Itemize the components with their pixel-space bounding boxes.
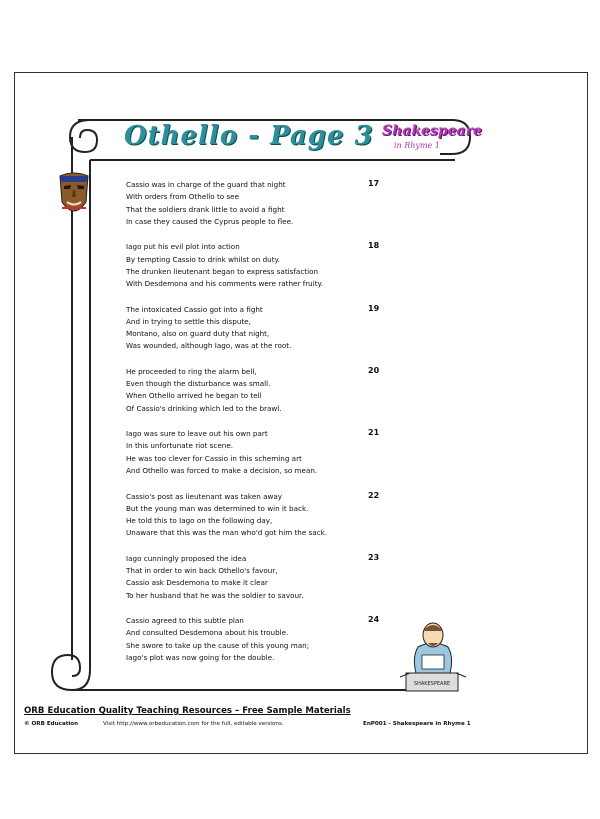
verse-line: The intoxicated Cassio got into a fight <box>126 304 263 314</box>
verse-line: Even though the disturbance was small. <box>126 379 271 389</box>
verse-line: And Othello was forced to make a decision, so mean. <box>126 466 318 476</box>
verse-block <box>126 491 327 540</box>
verse-line: By tempting Cassio to drink whilst on duty. <box>126 254 281 264</box>
verse-line: Cassio's post as lieutenant was taken away <box>126 491 283 501</box>
verse-line: He was too clever for Cassio in this scheming art <box>126 453 302 463</box>
verse-line: That in order to win back Othello's favour, <box>126 566 278 576</box>
verse-line: She swore to take up the cause of this young man; <box>126 640 310 650</box>
verse-block <box>126 553 304 602</box>
logo-main-text: Shakespeare <box>382 123 482 139</box>
verse-block <box>126 304 291 353</box>
footer-copyright: © ORB Education <box>24 721 79 727</box>
verse-block <box>126 179 293 228</box>
verse-line: Cassio ask Desdemona to make it clear <box>126 578 268 588</box>
page-title: Othello - Page 3 <box>124 121 374 151</box>
verse-line: Iago's plot was now going for the double. <box>126 652 275 662</box>
theatre-mask-icon <box>56 172 92 218</box>
verse-block <box>126 615 309 664</box>
verse-line: With Desdemona and his comments were rather fruity. <box>126 279 324 289</box>
verse-line: And consulted Desdemona about his trouble. <box>126 628 289 638</box>
verse-line: In this unfortunate riot scene. <box>126 441 234 451</box>
verse-number: 18 <box>368 241 380 251</box>
verse-block <box>126 241 323 290</box>
footer-title: ORB Education Quality Teaching Resources – Free Sample Materials <box>24 706 351 716</box>
verse-number: 24 <box>368 615 380 625</box>
verse-line: Unaware that this was the man who'd got him the sack. <box>126 528 328 538</box>
verse-line: To her husband that he was the soldier to savour. <box>126 590 304 600</box>
verse-line: Montano, also on guard duty that night, <box>126 329 270 339</box>
verse-line: But the young man was determined to win it back. <box>126 503 309 513</box>
footer-code: EnP001 - Shakespeare in Rhyme 1 <box>363 721 471 727</box>
bust-label: SHAKESPEARE <box>413 681 451 687</box>
verse-number: 23 <box>368 552 380 562</box>
verse-line: When Othello arrived he began to tell <box>126 391 262 401</box>
verse-line: And in trying to settle this dispute, <box>126 316 251 326</box>
footer-visit-text: Visit http://www.orbeducation.com for the full, editable versions. <box>103 721 284 727</box>
verse-block <box>126 428 317 477</box>
verse-line: That the soldiers drank little to avoid a fight <box>126 204 285 214</box>
verse-line: He proceeded to ring the alarm bell, <box>126 366 257 376</box>
verse-line: The drunken lieutenant began to express satisfaction <box>126 266 319 276</box>
verse-number: 22 <box>368 490 380 500</box>
verse-line: Iago cunningly proposed the idea <box>126 553 247 563</box>
verse-line: Iago was sure to leave out his own part <box>126 429 268 439</box>
verse-line: Of Cassio's drinking which led to the brawl. <box>126 403 282 413</box>
shakespeare-bust-icon <box>398 617 468 695</box>
shakespeare-logo <box>380 121 482 157</box>
verse-line: With orders from Othello to see <box>126 192 240 202</box>
verse-number: 19 <box>368 303 380 313</box>
verse-number: 17 <box>368 179 380 188</box>
verse-line: He told this to Iago on the following day, <box>126 516 273 526</box>
verse-line: Was wounded, although Iago, was at the root. <box>126 341 292 351</box>
logo-sub-text: in Rhyme 1 <box>394 141 440 150</box>
verse-line: Cassio agreed to this subtle plan <box>126 616 244 626</box>
verse-line: In case they caused the Cyprus people to flee. <box>126 216 294 226</box>
verse-block <box>126 366 282 415</box>
verse-line: Iago put his evil plot into action <box>126 242 240 252</box>
verse-number: 21 <box>368 428 380 438</box>
verse-line: Cassio was in charge of the guard that night <box>126 180 286 189</box>
verse-number: 20 <box>368 365 380 375</box>
